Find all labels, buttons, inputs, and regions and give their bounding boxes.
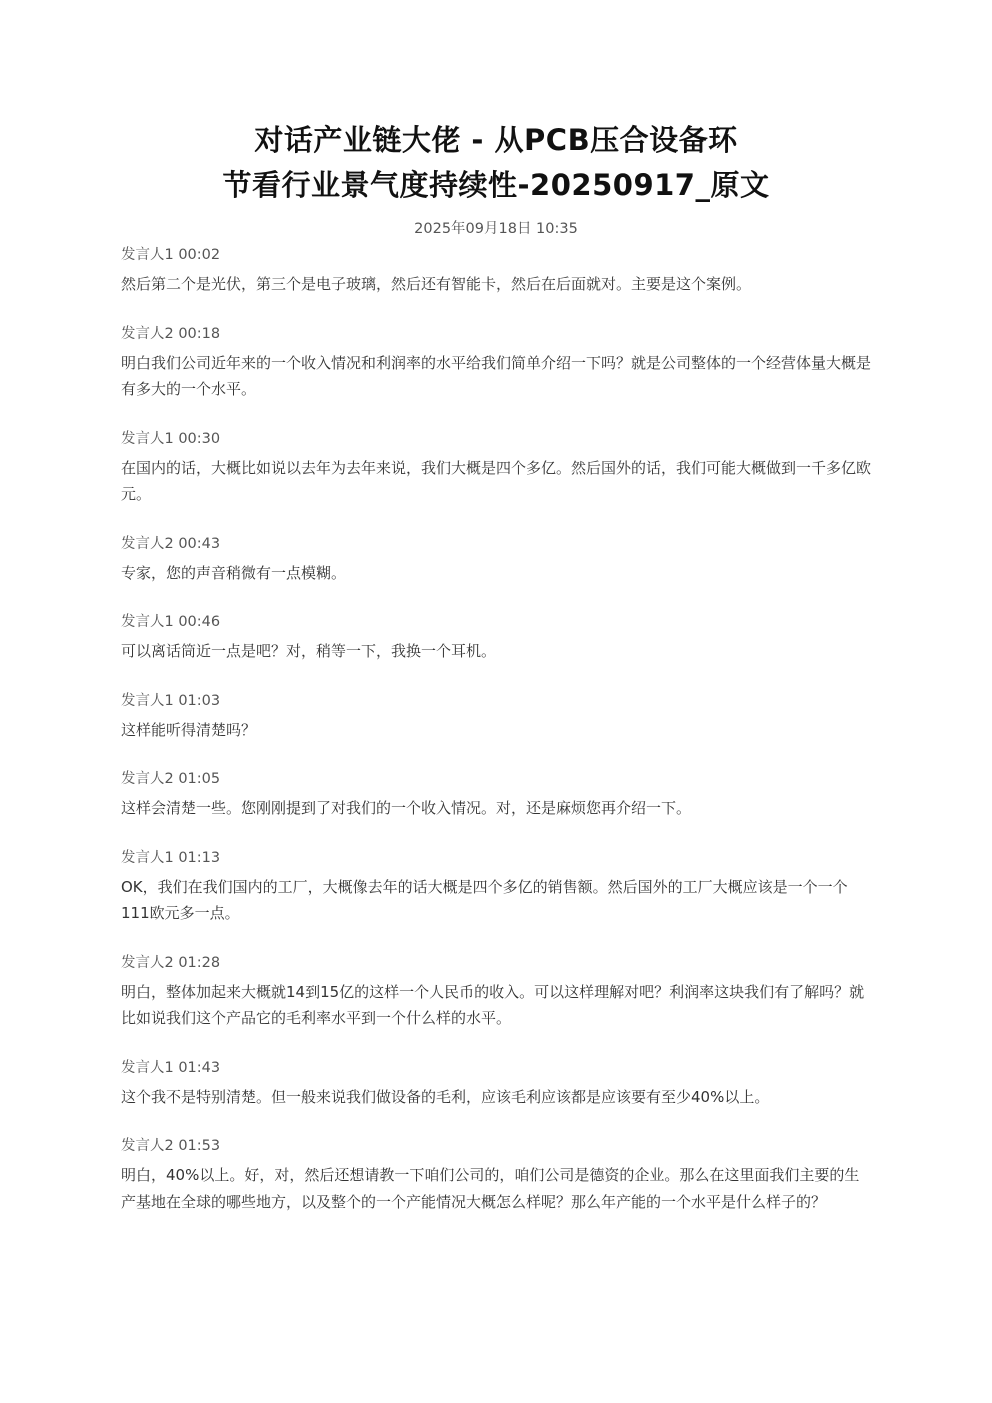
speaker-timestamp: 发言人1 00:30 — [121, 430, 221, 447]
speaker-timestamp: 发言人1 00:46 — [121, 614, 221, 630]
speech-text: 然后第二个是光伏，第三个是电子玻璃，然后还有智能卡，然后在后面就对。主要是这个案例。 — [121, 275, 752, 293]
speaker-timestamp: 发言人1 01:03 — [121, 692, 221, 709]
speech-text: 明白，40%以上。好，对，然后还想请教一下咱们公司的，咱们公司是德资的企业。那么在这里面我们主要的生产基地在全球的哪些地方，以及整个的一个产能情况大概怎么样呢？那么年产能的一个水平是什么样子的？ — [121, 1166, 860, 1211]
speaker-timestamp: 发言人2 00:43 — [121, 535, 221, 552]
transcript-entry — [121, 1058, 873, 1111]
speaker-timestamp: 发言人1 01:43 — [121, 1059, 221, 1076]
page-title-line-1: 对话产业链大佬 - 从PCB压合设备环 — [254, 123, 738, 157]
speaker-timestamp: 发言人2 01:28 — [121, 954, 221, 971]
speech-text: 在国内的话，大概比如说以去年为去年来说，我们大概是四个多亿。然后国外的话，我们可能大概做到一千多亿欧元。 — [121, 458, 872, 503]
speaker-timestamp: 发言人2 01:53 — [121, 1138, 221, 1154]
speech-text: 这样会清楚一些。您刚刚提到了对我们的一个收入情况。对，还是麻烦您再介绍一下。 — [121, 799, 692, 817]
speech-text: 专家，您的声音稍微有一点模糊。 — [121, 563, 347, 582]
transcript-entry — [121, 1136, 873, 1215]
speech-text: 这样能听得清楚吗？ — [121, 720, 257, 739]
speaker-timestamp: 发言人1 01:13 — [121, 849, 221, 866]
speech-text: OK，我们在我们国内的工厂，大概像去年的话大概是四个多亿的销售额。然后国外的工厂大概应该是一个一个111欧元多一点。 — [121, 877, 848, 922]
transcript-list — [121, 245, 873, 1241]
transcript-entry — [121, 534, 873, 587]
speaker-timestamp: 发言人2 01:05 — [121, 771, 221, 787]
transcript-entry — [121, 245, 873, 298]
speaker-timestamp: 发言人1 00:02 — [121, 247, 221, 263]
transcript-entry — [121, 612, 873, 665]
speaker-timestamp: 发言人2 00:18 — [121, 325, 221, 342]
transcript-entry — [121, 429, 873, 508]
speech-text: 这个我不是特别清楚。但一般来说我们做设备的毛利，应该毛利应该都是应该要有至少40%以上。 — [121, 1087, 770, 1106]
transcript-entry — [121, 769, 873, 822]
transcript-entry — [121, 953, 873, 1032]
transcript-entry — [121, 848, 873, 927]
transcript-entry — [121, 324, 873, 403]
speech-text: 明白，整体加起来大概就14到15亿的这样一个人民币的收入。可以这样理解对吧？利润率这块我们有了解吗？就比如说我们这个产品它的毛利率水平到一个什么样的水平。 — [121, 982, 865, 1027]
page-title-line-2: 节看行业景气度持续性-20250917_原文 — [222, 168, 770, 202]
speech-text: 明白我们公司近年来的一个收入情况和利润率的水平给我们简单介绍一下吗？就是公司整体的一个经营体量大概是有多大的一个水平。 — [121, 353, 872, 398]
transcript-entry — [121, 691, 873, 744]
page-title — [150, 118, 842, 208]
document-datetime: 2025年09月18日 10:35 — [414, 221, 578, 237]
speech-text: 可以离话筒近一点是吧？对，稍等一下，我换一个耳机。 — [121, 642, 497, 660]
